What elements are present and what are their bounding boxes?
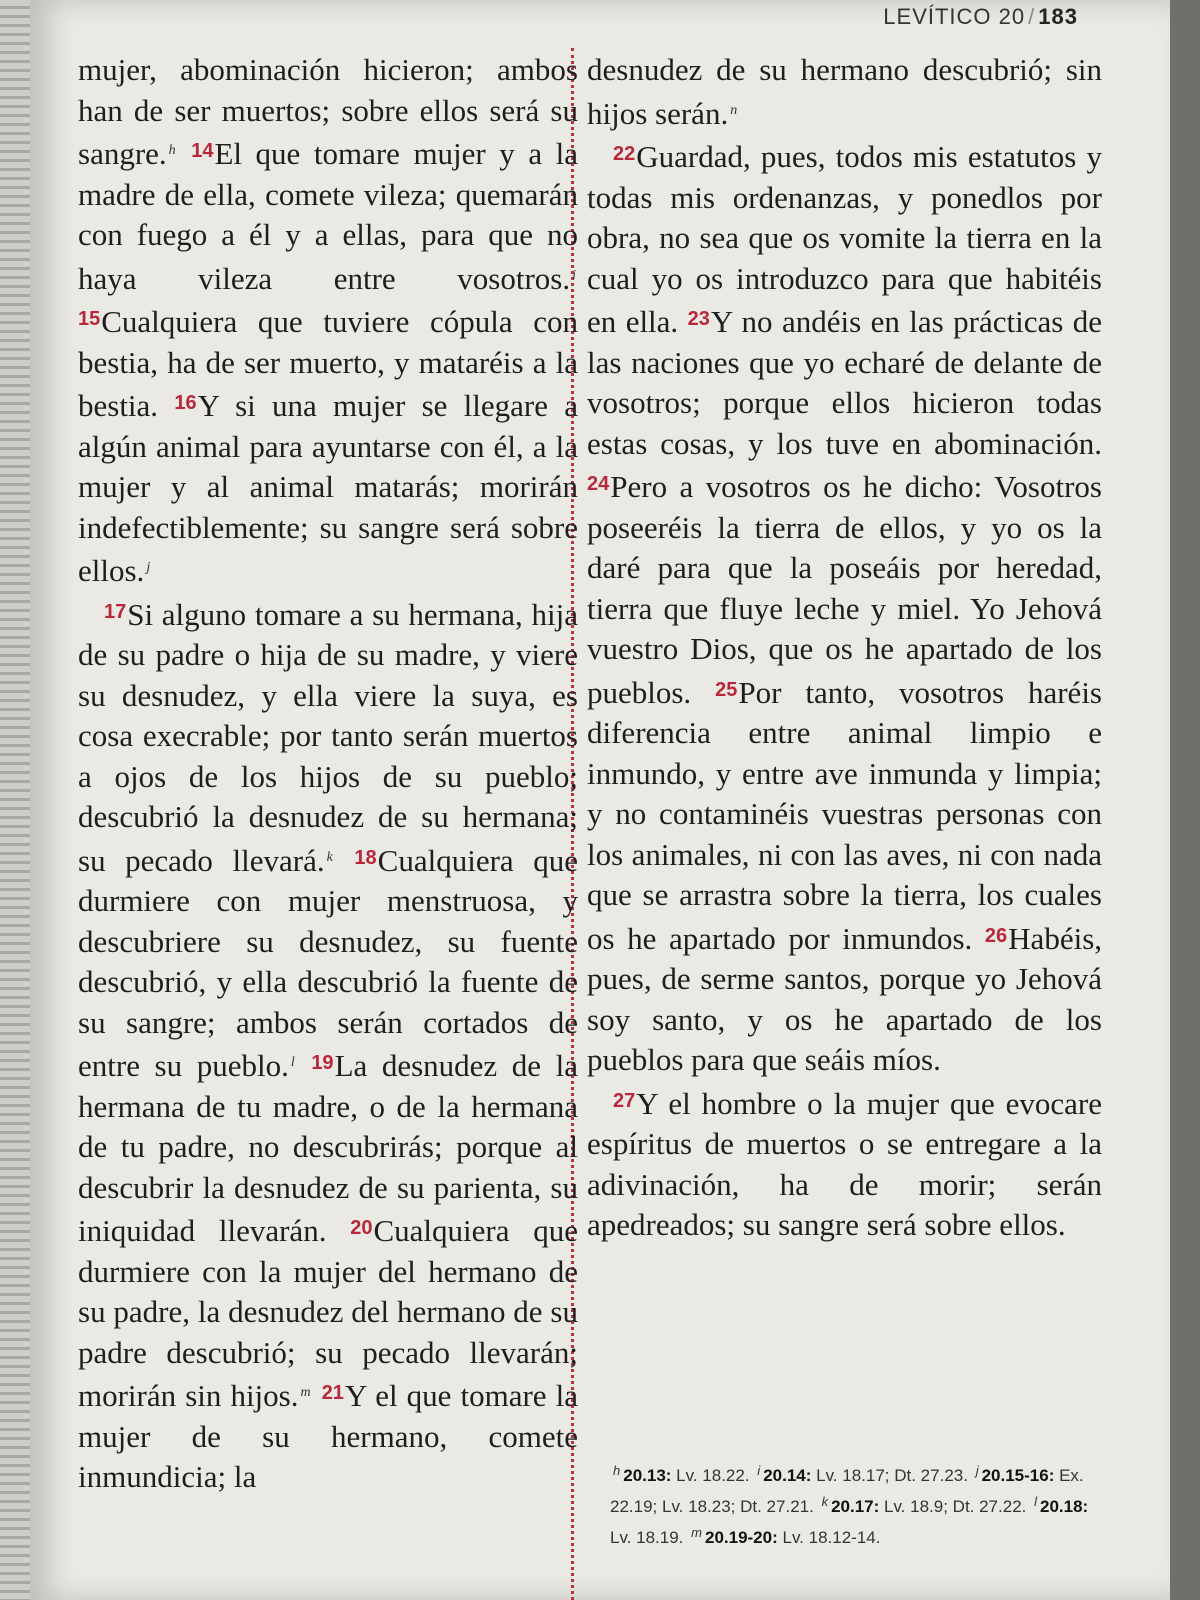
verse-number: 18: [354, 846, 377, 869]
right-column: [587, 50, 1102, 1246]
footnote-entry: [754, 1463, 973, 1485]
verse-text: Habéis, pues, de serme santos, porque yo Jehová soy santo, y os he apartado de los pueblos para que seáis míos.: [587, 920, 1103, 1077]
verse-number: 26: [984, 924, 1008, 947]
footnote-text: Lv. 18.9; Dt. 27.22.: [879, 1497, 1032, 1516]
header-separator: /: [1028, 4, 1036, 29]
footnote-marker[interactable]: h: [168, 143, 176, 158]
bible-page: [30, 0, 1170, 1600]
verse-text: Y el hombre o la mujer que evocare espíritus de muertos o se entregare a la adivinación, ha de morir; serán apedreados; su sangre será sobre ellos.: [587, 1085, 1102, 1242]
footnotes: [610, 1458, 1110, 1551]
column-text: [78, 50, 578, 1498]
footnote-text: Lv. 18.12-14.: [777, 1528, 881, 1547]
footnote-text: Ex. 22.19; Lv. 18.23; Dt. 27.21.: [610, 1466, 1084, 1516]
column-text: [587, 50, 1102, 1246]
footnote-reference: 20.19-20:: [704, 1528, 778, 1547]
verse-number: 23: [687, 308, 710, 330]
verse-number: 20: [350, 1217, 373, 1239]
verse-number: 17: [104, 600, 127, 623]
footnote-letter: h: [613, 1463, 621, 1478]
footnote-marker[interactable]: i: [572, 267, 576, 283]
footnote-entry: [688, 1525, 881, 1547]
footnote-marker[interactable]: m: [300, 1385, 311, 1400]
verse-text: mujer, abominación hicieron; ambos han de ser muertos; sobre ellos será su sangre.: [78, 52, 578, 171]
verse-text: Y si una mujer se llegare a algún animal para ayuntarse con él, a la mujer y al animal matarás; morirán indefectiblemente; su sangre será sobre ellos.: [78, 388, 579, 588]
footnote-reference: 20.18:: [1040, 1497, 1089, 1516]
verse-text: Cualquiera que tuviere cópula con bestia, ha de ser muerto, y mataréis a la bestia.: [78, 304, 578, 423]
verse-text: El que tomare mujer y a la madre de ella, comete vileza; quemarán con fuego a él y a ellas, para que no haya vileza entre vosotros.: [78, 136, 578, 296]
footnote-reference: 20.17:: [831, 1497, 880, 1516]
verse-text: Pero a vosotros os he dicho: Vosotros poseeréis la tierra de ellos, y yo os la daré para que la poseáis por heredad, tierra que fluye leche y miel. Yo Jehová vuestro Dios, que os he apartado de los pueblos.: [587, 469, 1102, 710]
verse-text: Por tanto, vosotros haréis diferencia entre animal limpio e inmundo, y entre ave inmunda y limpia; y no contaminéis vuestras personas con los animales, ni con las aves, ni con nada que se arrastra sobre la tierra, los cuales os he apartado por inmundos.: [587, 674, 1102, 956]
adjacent-page-edge: [0, 0, 30, 1600]
footnote-letter: l: [1034, 1494, 1037, 1509]
footnote-letter: k: [821, 1494, 829, 1509]
verse-number: 14: [191, 140, 214, 162]
verse-number: 24: [587, 473, 610, 495]
verse-number: 16: [174, 392, 197, 414]
verse-text: Cualquiera que durmiere con la mujer del hermano de su padre, la desnudez del hermano de su padre descubrió; su pecado llevarán; morirán sin hijos.: [78, 1213, 578, 1413]
footnote-marker[interactable]: k: [326, 849, 333, 865]
footnote-reference: 20.15-16:: [981, 1466, 1055, 1485]
verse-number: 15: [78, 308, 101, 330]
verse-number: 21: [321, 1382, 344, 1404]
chapter-number: 20: [998, 4, 1026, 29]
running-header: [883, 4, 1078, 30]
footnote-reference: 20.14:: [763, 1466, 812, 1485]
footnote-text: Lv. 18.22.: [671, 1466, 755, 1485]
verse-number: 27: [613, 1089, 636, 1112]
verse-text: Guardad, pues, todos mis estatutos y todas mis ordenanzas, y ponedlos por obra, no sea que os vomite la tierra en la cual yo os introduzco para que habitéis en ella.: [587, 139, 1102, 339]
verse-text: desnudez de su hermano descubrió; sin hijos serán.: [587, 52, 1102, 131]
verse-text: La desnudez de la hermana de tu madre, o de la hermana de tu padre, no descubrirás; porque al descubrir la desnudez de su parienta, su iniquidad llevarán.: [78, 1048, 579, 1248]
page-number: 183: [1038, 4, 1078, 29]
verse-text: Y no andéis en las prácticas de las naciones que yo echaré de delante de vosotros; porque ellos hicieron todas estas cosas, y los tuve en abominación.: [587, 304, 1102, 461]
footnote-letter: j: [975, 1463, 979, 1478]
footnote-text: Lv. 18.19.: [610, 1528, 689, 1547]
footnote-entry: [610, 1463, 755, 1485]
footnote-reference: 20.13:: [623, 1466, 672, 1485]
footnote-letter: i: [757, 1463, 761, 1478]
footnote-marker[interactable]: j: [146, 560, 151, 575]
footnote-letter: m: [691, 1525, 702, 1540]
verse-number: 22: [613, 143, 636, 165]
book-title: LEVÍTICO: [883, 4, 992, 29]
footnote-text: Lv. 18.17; Dt. 27.23.: [811, 1466, 973, 1485]
footnote-marker[interactable]: n: [730, 102, 738, 118]
footnote-entry: [819, 1494, 1032, 1516]
left-column: [78, 50, 578, 1498]
verse-text: Si alguno tomare a su hermana, hija de su padre o hija de su madre, y viere su desnudez, y ella viere la suya, es cosa execrable; por tanto serán muertos a ojos de los hijos de su pueblo; descubrió la desnudez de su hermana; su pecado llevará.: [78, 596, 578, 878]
verse-text: Y el que tomare la mujer de su hermano, comete inmundicia; la: [78, 1378, 579, 1494]
footnote-marker[interactable]: l: [290, 1055, 295, 1070]
verse-number: 25: [715, 678, 738, 701]
verse-number: 19: [311, 1052, 334, 1074]
verse-text: Cualquiera que durmiere con mujer menstruosa, y descubriere su desnudez, su fuente descubrió, y ella descubrió la fuente de su sangre; ambos serán cortados de entre su pueblo.: [78, 842, 579, 1083]
